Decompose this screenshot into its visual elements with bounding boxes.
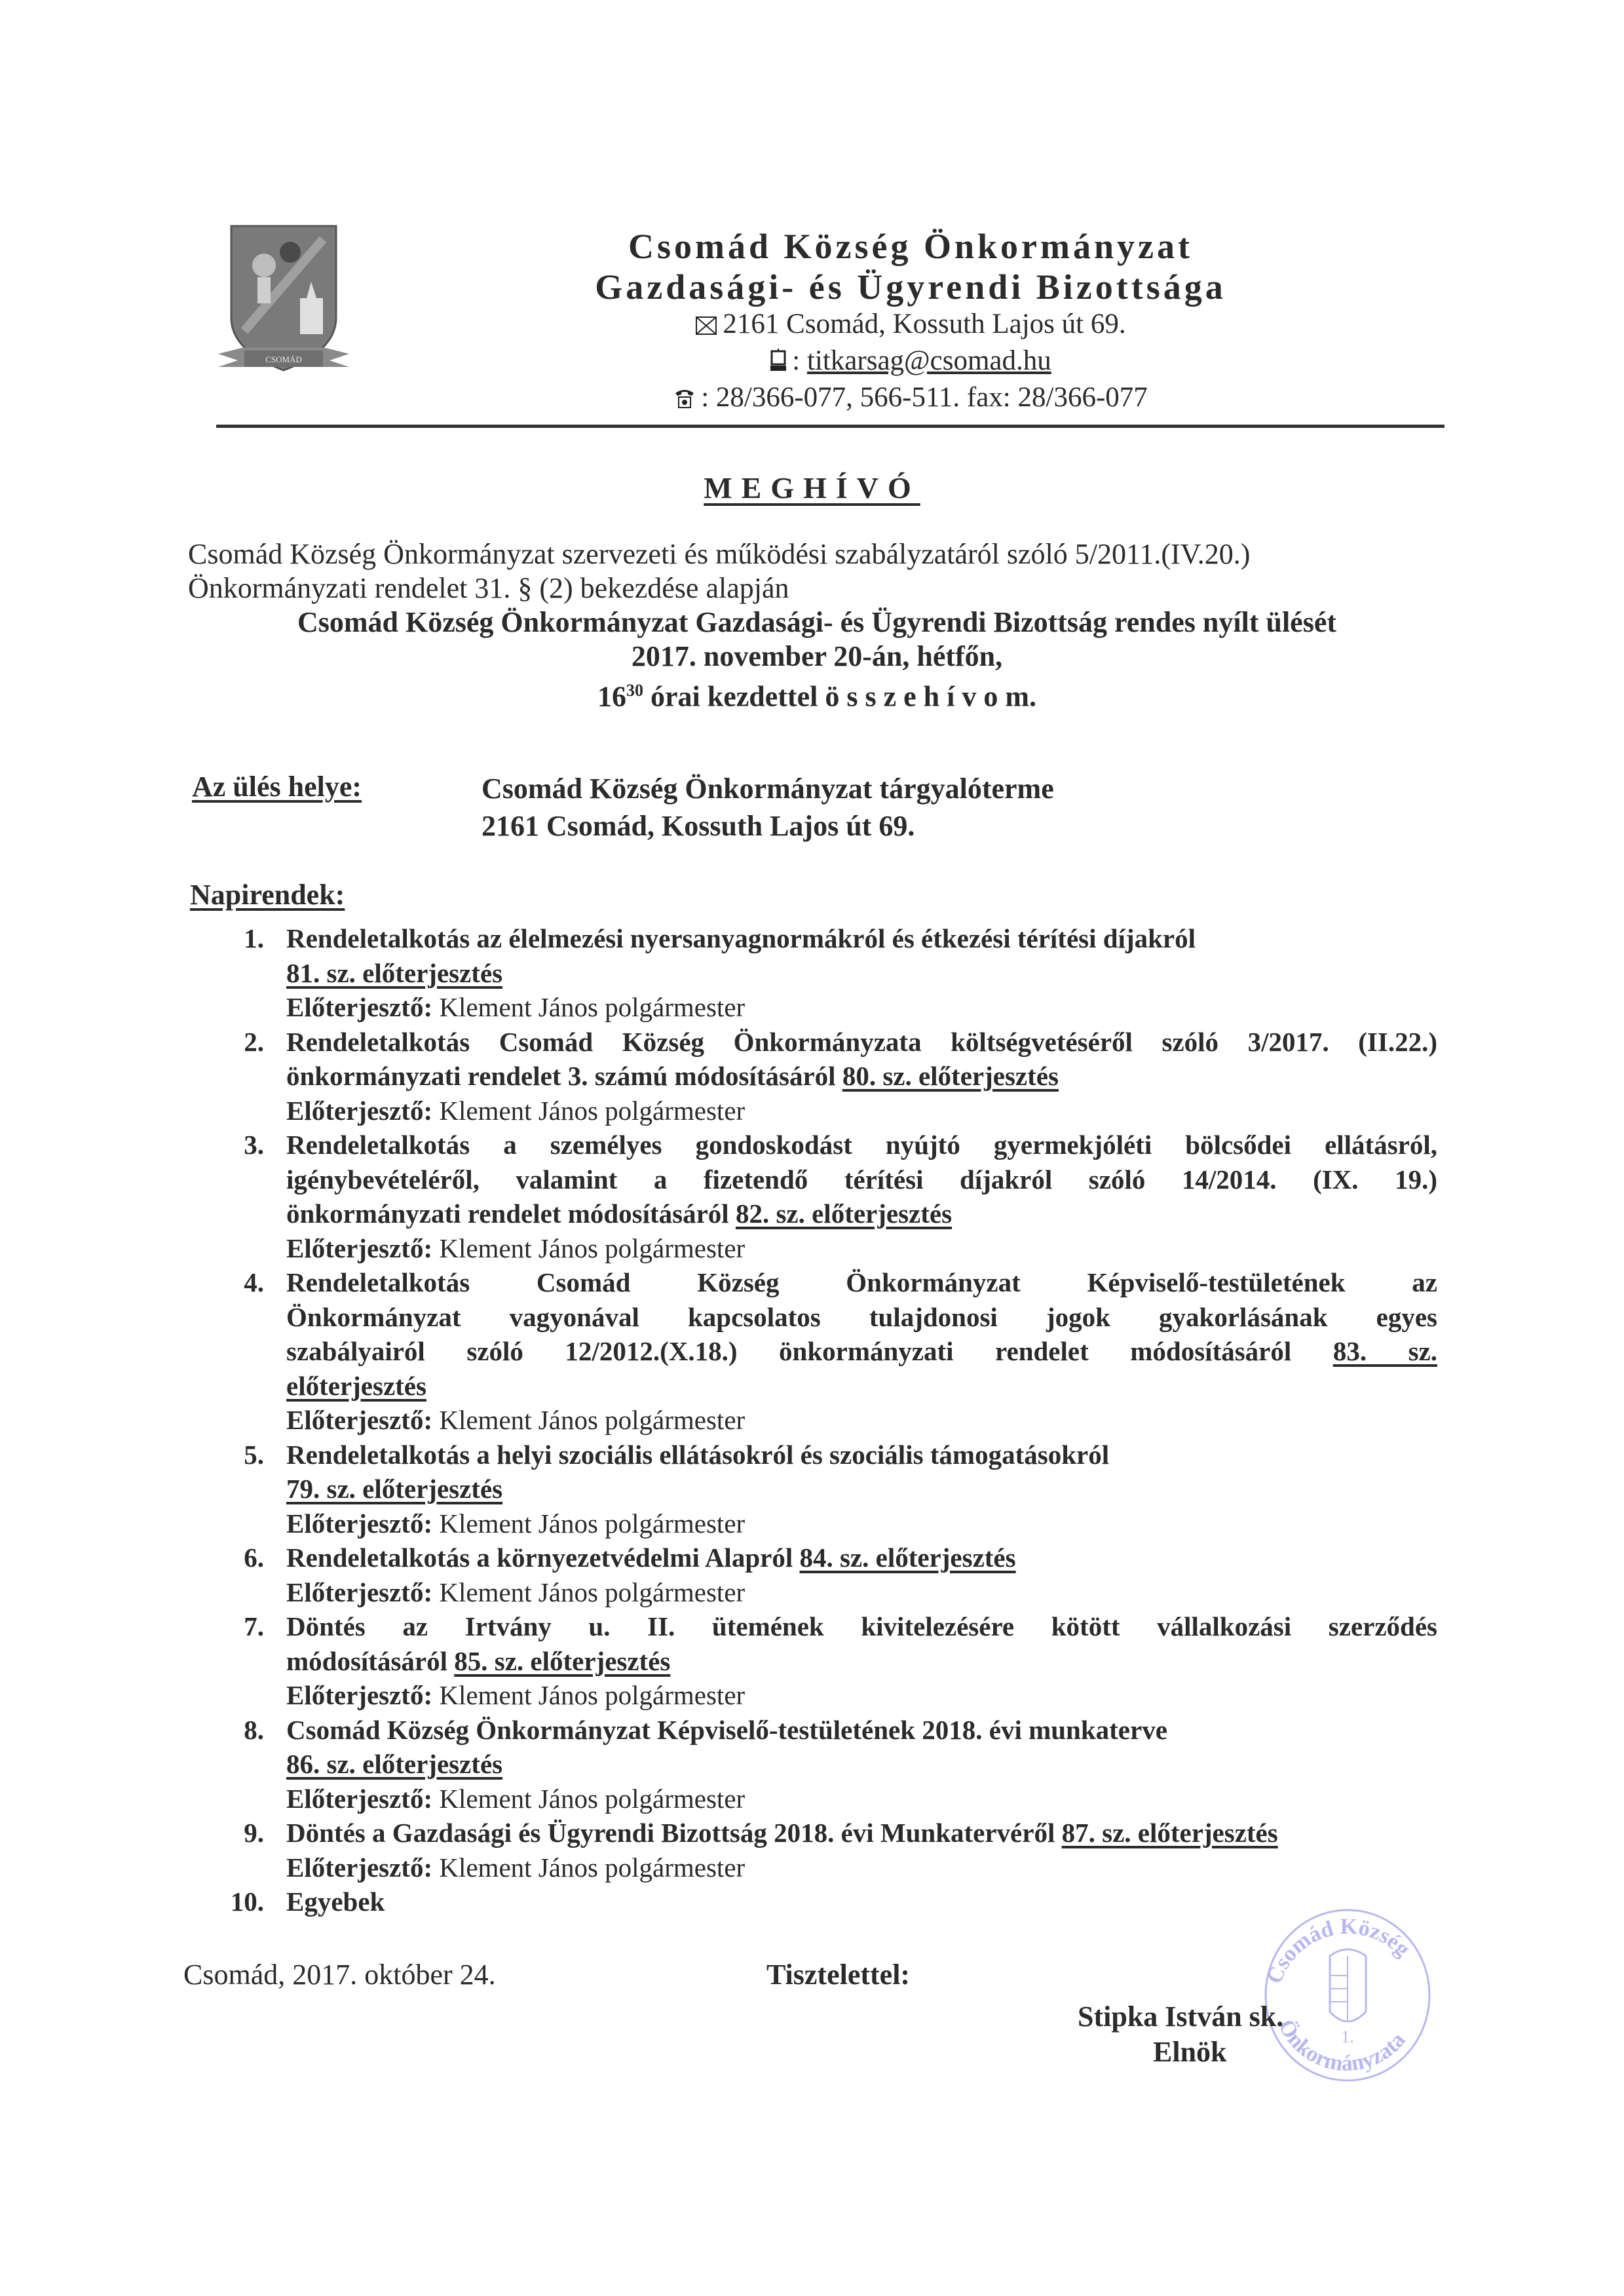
proposal-link[interactable]: 82. sz. előterjesztés	[735, 1198, 953, 1229]
agenda-list	[0, 921, 1624, 1919]
phone-text: : 28/366-077, 566-511. fax: 28/366-077	[701, 382, 1148, 413]
agenda-item: 8. Csomád Község Önkormányzat Képviselő-testületének 2018. évi munkaterve 86. sz. előterjesztés Előterjesztő: Klement János polgármester	[0, 1713, 1624, 1816]
signatory-name: Stipka István sk.	[1078, 2000, 1284, 2033]
document-title: MEGHÍVÓ	[704, 471, 920, 505]
presenter: Előterjesztő: Klement János polgármester	[286, 1405, 746, 1435]
presenter: Előterjesztő: Klement János polgármester	[286, 1577, 746, 1607]
committee-name: Gazdasági- és Ügyrendi Bizottsága	[595, 267, 1226, 307]
presenter: Előterjesztő: Klement János polgármester	[286, 1508, 746, 1539]
presenter: Előterjesztő: Klement János polgármester	[286, 1852, 746, 1883]
proposal-link[interactable]: 81. sz. előterjesztés	[286, 957, 503, 988]
agenda-item: 1. Rendeletalkotás az élelmezési nyersanyagnormákról és étkezési térítési díjakról 81. sz. előterjesztés Előterjesztő: Klement János polgármester	[0, 921, 1624, 1025]
meeting-announcement: Csomád Község Önkormányzat Gazdasági- és Ügyrendi Bizottság rendes nyílt ülését 2017. november 20-án, hétfőn, $16^{30}$ órai kezdettel ö s s z e h í v o m.	[188, 605, 1446, 714]
envelope-icon	[695, 310, 717, 344]
svg-text:Önkormányzata: Önkormányzata	[1274, 2016, 1410, 2076]
proposal-link[interactable]: 85. sz. előterjesztés	[454, 1645, 671, 1676]
agenda-item: 6. Rendeletalkotás a környezetvédelmi Alapról 84. sz. előterjesztés Előterjesztő: Klement János polgármester	[0, 1540, 1624, 1609]
letterhead	[367, 226, 1454, 417]
proposal-link[interactable]: 79. sz. előterjesztés	[286, 1474, 503, 1504]
agenda-item: 3. Rendeletalkotás a személyes gondoskodást nyújtó gyermekjóléti bölcsődei ellátásról, igénybevételéről, valamint a fizetendő térítési díjakról szóló 14/2014. (IX. 19.) önkormányzati rendelet módosításáról 82. sz. előterjesztés Előterjesztő: Klement János polgármester	[0, 1128, 1624, 1265]
proposal-link[interactable]: 86. sz. előterjesztés	[286, 1749, 503, 1779]
presenter: Előterjesztő: Klement János polgármester	[286, 1680, 746, 1710]
presenter: Előterjesztő: Klement János polgármester	[286, 1783, 746, 1814]
email-link[interactable]: titkarsag@csomad.hu	[806, 345, 1051, 376]
email-line: : titkarsag@csomad.hu	[367, 344, 1454, 381]
phone-line	[367, 381, 1454, 417]
org-name: Csomád Község Önkormányzat	[628, 227, 1193, 266]
agenda-item: 7. Döntés az Irtvány u. II. ütemének kivitelezésére kötött vállalkozási szerződés módosításáról 85. sz. előterjesztés Előterjesztő: Klement János polgármester	[0, 1609, 1624, 1713]
intro-paragraph: Csomád Község Önkormányzat szervezeti és működési szabályzatáról szóló 5/2011.(IV.20.) Önkormányzati rendelet 31. § (2) bekezdése alapján	[188, 538, 1251, 604]
agenda-item: 10. Egyebek	[230, 1886, 385, 1917]
svg-text:Csomád Község: Csomád Község	[1262, 1914, 1415, 1987]
address-line	[367, 307, 1454, 344]
proposal-link[interactable]: 83. sz.	[1332, 1336, 1437, 1366]
address-text: 2161 Csomád, Kossuth Lajos út 69.	[723, 309, 1126, 339]
closing-greeting: Tisztelettel:	[766, 1959, 911, 1991]
svg-text:1.: 1.	[1341, 2027, 1354, 2046]
telephone-icon	[673, 383, 696, 417]
agenda-item: 9. Döntés a Gazdasági és Ügyrendi Bizottság 2018. évi Munkatervéről 87. sz. előterjesztés Előterjesztő: Klement János polgármester	[0, 1816, 1624, 1885]
proposal-link-cont[interactable]: előterjesztés	[286, 1370, 426, 1401]
location-value: Csomád Község Önkormányzat tárgyalóterme 2161 Csomád, Kossuth Lajos út 69.	[482, 773, 1054, 842]
presenter: Előterjesztő: Klement János polgármester	[286, 992, 746, 1022]
meeting-date: 2017. november 20-án, hétfőn,	[631, 640, 1003, 672]
meeting-time: $16^{30}$ órai kezdettel ö s s z e h í v o m.	[597, 680, 1036, 713]
presenter: Előterjesztő: Klement János polgármester	[286, 1095, 746, 1126]
agenda-heading: Napirendek:	[190, 879, 345, 911]
proposal-link[interactable]: 87. sz. előterjesztés	[1061, 1818, 1278, 1848]
svg-text:CSOMÁD: CSOMÁD	[265, 354, 302, 364]
presenter: Előterjesztő: Klement János polgármester	[286, 1233, 746, 1263]
agenda-item: 4. Rendeletalkotás Csomád Község Önkormányzat Képviselő-testületének az Önkormányzat vagyonával kapcsolatos tulajdonosi jogok gyakorlásának egyes szabályairól szóló 12/2012.(X.18.) önkormányzati rendelet módosításáról 83. sz. előterjesztés Előterjesztő: Klement János polgármester	[0, 1265, 1624, 1438]
proposal-link[interactable]: 84. sz. előterjesztés	[799, 1542, 1016, 1573]
computer-icon	[770, 347, 787, 381]
header-divider	[216, 425, 1445, 428]
coat-of-arms-logo	[218, 220, 349, 383]
official-stamp-icon	[1248, 1897, 1448, 2094]
agenda-item: 5. Rendeletalkotás a helyi szociális ellátásokról és szociális támogatásokról 79. sz. előterjesztés Előterjesztő: Klement János polgármester	[0, 1438, 1624, 1541]
place-and-date: Csomád, 2017. október 24.	[183, 1959, 496, 1991]
signatory-role: Elnök	[1153, 2036, 1227, 2068]
agenda-item: 2. Rendeletalkotás Csomád Község Önkormányzata költségvetéséről szóló 3/2017. (II.22.) önkormányzati rendelet 3. számú módosításáról 80. sz. előterjesztés Előterjesztő: Klement János polgármester	[0, 1025, 1624, 1128]
proposal-link[interactable]: 80. sz. előterjesztés	[842, 1061, 1059, 1091]
location-label: Az ülés helye:	[192, 771, 362, 803]
